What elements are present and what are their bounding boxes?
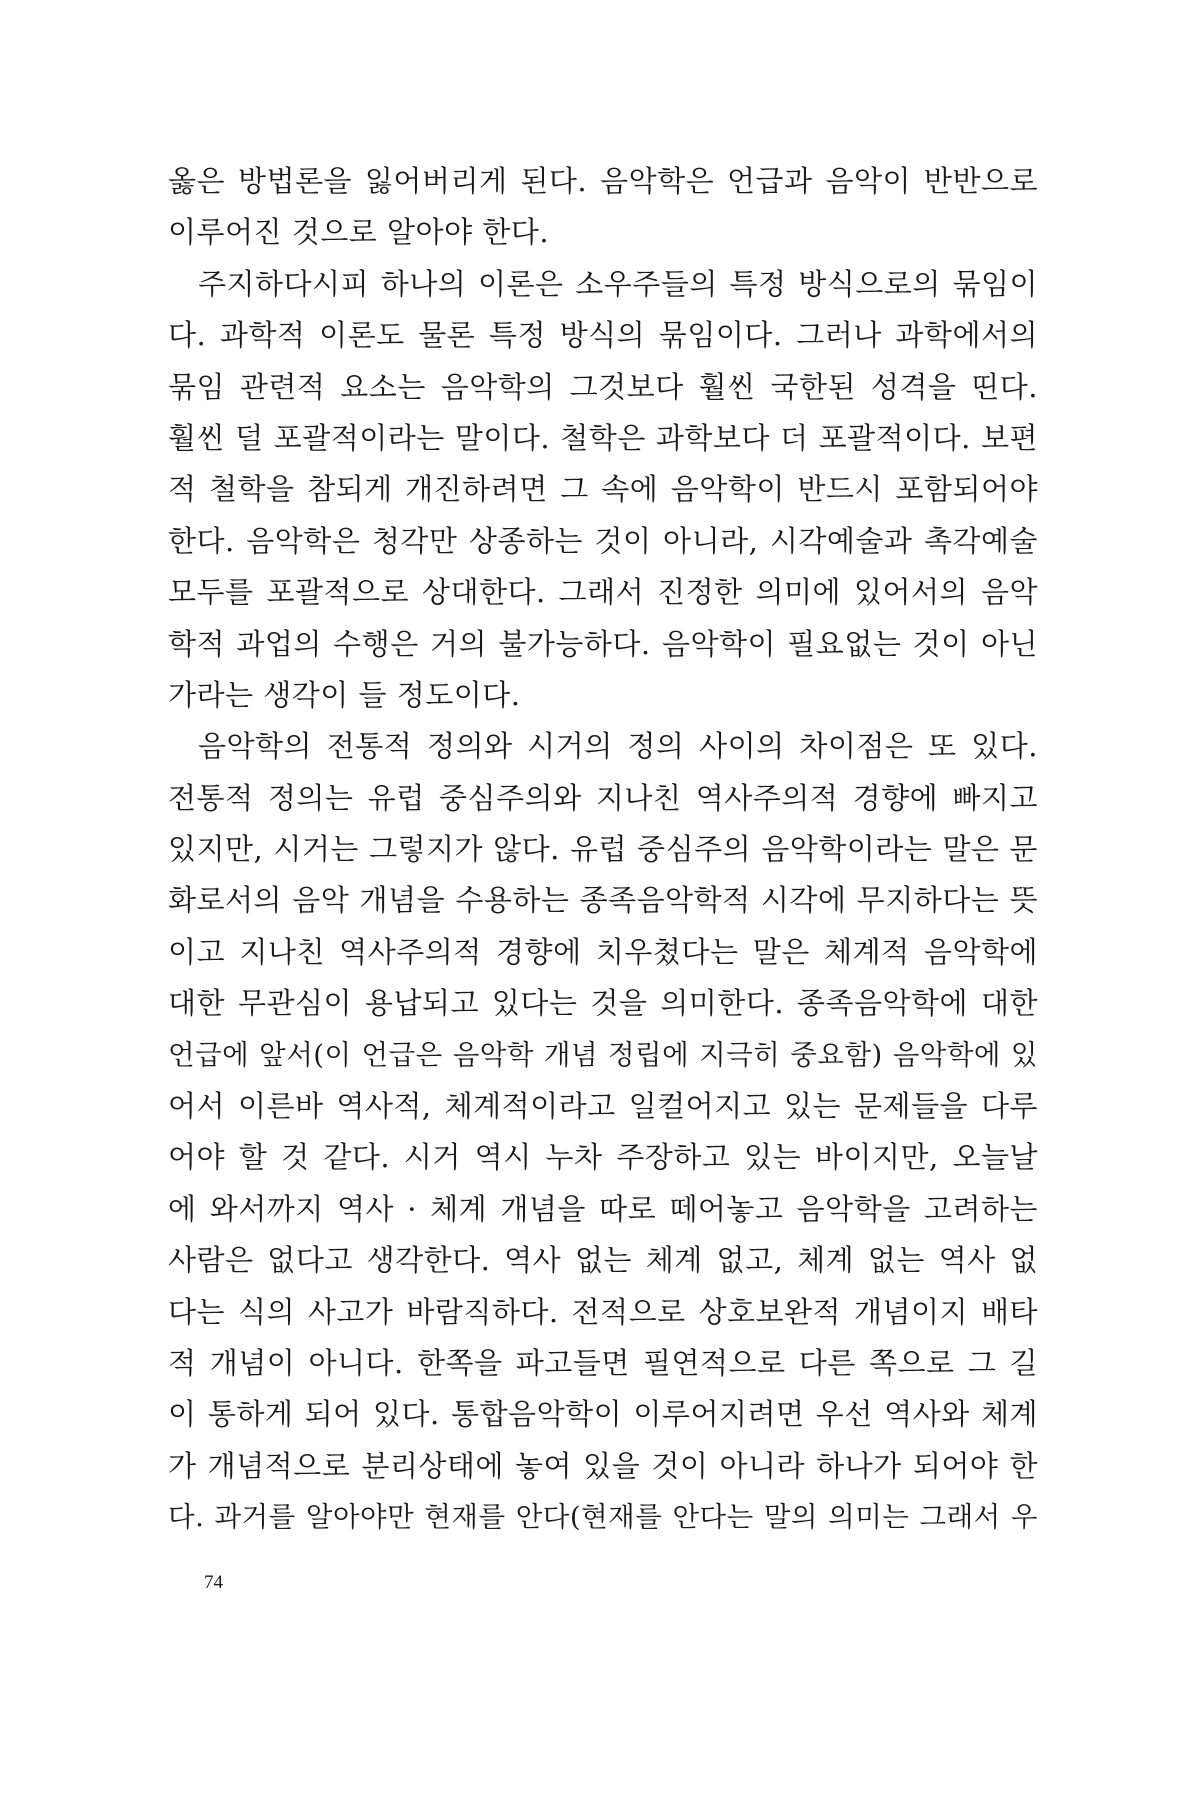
text-line: 어야 할 것 같다. 시거 역시 누차 주장하고 있는 바이지만, 오늘날 bbox=[168, 1140, 1038, 1175]
text-line: 언급에 앞서(이 언급은 음악학 개념 정립에 지극히 중요함) 음악학에 있 bbox=[168, 1038, 1038, 1071]
text-line: 학적 과업의 수행은 거의 불가능하다. 음악학이 필요없는 것이 아닌 bbox=[168, 626, 1038, 661]
text-line: 다. 과학적 이론도 물론 특정 방식의 묶임이다. 그러나 과학에서의 bbox=[168, 318, 1038, 353]
text-line: 전통적 정의는 유럽 중심주의와 지나친 역사주의적 경향에 빠지고 bbox=[168, 780, 1038, 815]
text-line: 모두를 포괄적으로 상대한다. 그래서 진정한 의미에 있어서의 음악 bbox=[168, 575, 1038, 610]
text-line: 주지하다시피 하나의 이론은 소우주들의 특정 방식으로의 묶임이 bbox=[198, 266, 1038, 301]
text-line: 사람은 없다고 생각한다. 역사 없는 체계 없고, 체계 없는 역사 없 bbox=[168, 1243, 1038, 1278]
text-line: 가 개념적으로 분리상태에 놓여 있을 것이 아니라 하나가 되어야 한 bbox=[168, 1448, 1038, 1483]
text-line: 다. 과거를 알아야만 현재를 안다(현재를 안다는 말의 의미는 그래서 우 bbox=[168, 1501, 1038, 1534]
body-text bbox=[168, 156, 1038, 1544]
text-line: 이고 지나친 역사주의적 경향에 치우쳤다는 말은 체계적 음악학에 bbox=[168, 934, 1038, 969]
text-line: 옳은 방법론을 잃어버리게 된다. 음악학은 언급과 음악이 반반으로 bbox=[168, 164, 1038, 198]
text-line: 있지만, 시거는 그렇지가 않다. 유럽 중심주의 음악학이라는 말은 문 bbox=[168, 832, 1038, 867]
text-line: 대한 무관심이 용납되고 있다는 것을 의미한다. 종족음악학에 대한 bbox=[168, 986, 1038, 1021]
text-line: 한다. 음악학은 청각만 상종하는 것이 아니라, 시각예술과 촉각예술 bbox=[168, 523, 1038, 558]
page-number: 74 bbox=[204, 1572, 223, 1593]
text-line: 훨씬 덜 포괄적이라는 말이다. 철학은 과학보다 더 포괄적이다. 보편 bbox=[168, 420, 1038, 455]
text-line: 화로서의 음악 개념을 수용하는 종족음악학적 시각에 무지하다는 뜻 bbox=[168, 883, 1038, 918]
text-line: 가라는 생각이 들 정도이다. bbox=[168, 677, 521, 712]
text-line: 이루어진 것으로 알아야 한다. bbox=[168, 215, 550, 250]
text-line: 적 개념이 아니다. 한쪽을 파고들면 필연적으로 다른 쪽으로 그 길 bbox=[168, 1345, 1038, 1380]
text-line: 묶임 관련적 요소는 음악학의 그것보다 훨씬 국한된 성격을 띤다. bbox=[168, 369, 1038, 404]
text-line: 어서 이른바 역사적, 체계적이라고 일컬어지고 있는 문제들을 다루 bbox=[168, 1089, 1038, 1124]
text-line: 에 와서까지 역사 · 체계 개념을 따로 떼어놓고 음악학을 고려하는 bbox=[168, 1191, 1038, 1226]
text-line: 다는 식의 사고가 바람직하다. 전적으로 상호보완적 개념이지 배타 bbox=[168, 1294, 1038, 1329]
text-line: 이 통하게 되어 있다. 통합음악학이 이루어지려면 우선 역사와 체계 bbox=[168, 1397, 1038, 1432]
text-line: 적 철학을 참되게 개진하려면 그 속에 음악학이 반드시 포함되어야 bbox=[168, 472, 1038, 507]
text-line: 음악학의 전통적 정의와 시거의 정의 사이의 차이점은 또 있다. bbox=[198, 729, 1038, 764]
